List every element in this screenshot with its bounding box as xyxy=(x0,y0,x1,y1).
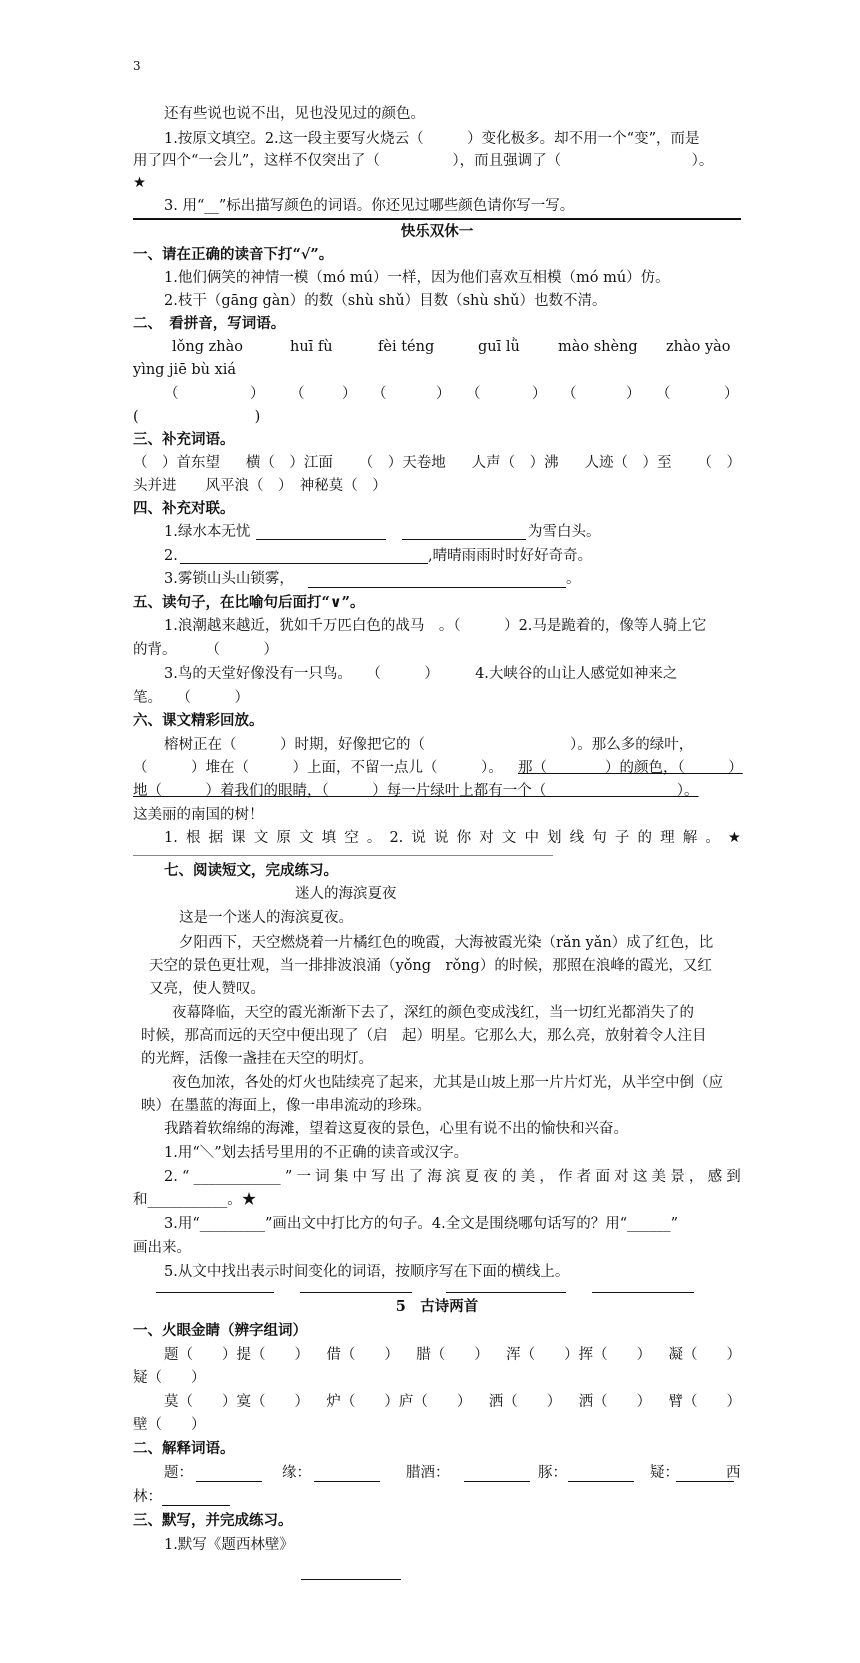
q4-heading: 四、补充对联。 xyxy=(133,500,235,517)
term-label: 豚： xyxy=(538,1465,567,1481)
q6-line-2b: 那（ ）的颜色，（ ） xyxy=(518,760,743,776)
char: 感 xyxy=(707,1169,723,1185)
char: 作 xyxy=(558,1169,573,1185)
char: 子 xyxy=(614,830,630,846)
q4-line-1a: 1.绿水本无忧 xyxy=(164,524,251,540)
passage-p2a: 夕阳西下，天空燃烧着一片橘红色的晚霞，大海被霞光染（rǎn yǎn）成了红色，比 xyxy=(179,935,714,951)
q4-line-3b: 。 xyxy=(566,571,581,587)
char: 夏 xyxy=(464,1169,480,1185)
bracket: ） xyxy=(626,386,641,402)
q5-heading: 五、读句子，在比喻句后面打“∨”。 xyxy=(133,594,365,611)
s2-q1-heading: 一、火眼金睛（辨字组词） xyxy=(133,1322,307,1339)
exercise-1: 1.用“＼”划去括号里用的不正确的读音或汉字。 xyxy=(164,1145,469,1161)
bracket: ） xyxy=(532,386,547,402)
char-pair: 题（ ）提（ ） xyxy=(164,1347,309,1363)
char: 根 xyxy=(185,830,201,846)
char: 课 xyxy=(231,830,246,846)
pinyin-item: mào shèng xyxy=(558,339,638,355)
char: 说 xyxy=(434,830,449,846)
char: 原 xyxy=(276,830,291,846)
blank-line xyxy=(180,563,428,564)
char: 据 xyxy=(208,830,224,846)
s2-q3-heading: 三、默写，并完成练习。 xyxy=(133,1512,293,1529)
char-pair: 腊（ ） xyxy=(416,1347,489,1363)
char: 的 xyxy=(637,830,652,846)
fill-item: 人迹（ ）至 xyxy=(584,455,672,471)
term-label: 题： xyxy=(164,1465,193,1481)
exercise-5: 5.从文中找出表示时间变化的词语，按顺序写在下面的横线上。 xyxy=(164,1264,570,1280)
passage-p3a: 夜幕降临，天空的霞光渐渐下去了，深红的颜色变成浅红，当一切红光都消失了的 xyxy=(172,1005,694,1021)
answer-brackets-row-2: ( ) xyxy=(133,409,261,425)
char: 你 xyxy=(456,830,472,846)
section-divider xyxy=(133,218,741,220)
blank-line xyxy=(402,539,526,540)
q1-line-1: 1.他们俩笑的神情一模（mó mú）一样，因为他们喜欢互相模（mó mú）仿。 xyxy=(164,270,670,286)
char: 2. xyxy=(164,1169,178,1185)
bracket: （ xyxy=(466,386,481,402)
fill-item: （ ） xyxy=(697,455,741,471)
char: “ xyxy=(182,1169,190,1185)
term-label: 疑： xyxy=(650,1465,679,1481)
char: 面 xyxy=(595,1169,610,1185)
blank-line xyxy=(314,1481,380,1482)
passage-p3b: 时候，那高而远的天空中便出现了（启 起）明星。它那么大，那么亮，放射着令人注目 xyxy=(141,1028,707,1044)
char: 空 xyxy=(344,830,359,846)
passage-p5: 我踏着软绵绵的海滩，望着这夏夜的景色，心里有说不出的愉快和兴奋。 xyxy=(164,1121,628,1137)
char: 词 xyxy=(315,1169,330,1185)
pinyin-row-2: yìng jiē bù xiá xyxy=(133,362,237,378)
s2-q1-row-2b: 壁（ ） xyxy=(133,1417,206,1433)
blank-line xyxy=(156,1292,274,1293)
q4-line-2b: ,晴晴雨雨时时好好奇奇。 xyxy=(428,548,593,564)
q6-line-1: 榕树正在（ ）时期，好像把它的（ ）。那么多的绿叶， xyxy=(164,737,694,753)
bracket: （ xyxy=(164,386,179,402)
char: 了 xyxy=(408,1169,424,1185)
char: 。 xyxy=(705,830,720,846)
char: 一 xyxy=(296,1169,311,1185)
exercise-3a: 3.用“_________”画出文中打比方的句子。4.全文是围绕哪句话写的？用“______” xyxy=(164,1216,679,1232)
char: 这 xyxy=(632,1169,648,1185)
passage-p2b: 天空的景色更壮观，当一排排波浪涌（yǒng rǒng）的时候，那照在浪峰的霞光，又红 xyxy=(149,958,712,974)
blank-line xyxy=(196,1481,262,1482)
char: ， xyxy=(688,1169,704,1185)
char: 滨 xyxy=(445,1169,461,1185)
char-pair: 洒（ ） xyxy=(578,1394,652,1410)
q4-line-2a: 2. xyxy=(164,548,178,564)
bracket: （ xyxy=(562,386,577,402)
exercise-3b: 画出来。 xyxy=(133,1240,191,1256)
char: 对 xyxy=(614,1169,629,1185)
blank-line xyxy=(568,1481,634,1482)
char: 到 xyxy=(726,1169,741,1185)
pinyin-item: lǒng zhào xyxy=(172,339,243,355)
pinyin-item: guī lǜ xyxy=(478,339,520,355)
s2-q1-row-1 xyxy=(164,1345,741,1365)
q6-line-4: 这美丽的南国的树！ xyxy=(133,807,264,823)
char: 中 xyxy=(524,830,539,846)
char-pair: 臂（ ） xyxy=(668,1394,741,1410)
char: 文 xyxy=(253,830,269,846)
bracket: ） xyxy=(436,386,451,402)
fill-item: （ ）天卷地 xyxy=(358,455,446,471)
q5-line-1: 1.浪潮越来越近，犹如千万匹白色的战马 。（ ）2.马是跪着的，像等人骑上它 xyxy=(164,618,707,634)
q4-line-3a: 3.雾锁山头山锁雾， xyxy=(164,571,294,587)
blank-line xyxy=(464,1481,530,1482)
char: ” xyxy=(284,1169,293,1185)
exercise-2b: 和___________。★ xyxy=(133,1192,257,1208)
char-pair: 洒（ ） xyxy=(488,1394,562,1410)
blank-line xyxy=(308,587,566,588)
s2-q2-row xyxy=(164,1463,741,1483)
intro-line-4: 3. 用“__”标出描写颜色的词语。你还见过哪些颜色请你写一写。 xyxy=(164,198,575,214)
char: ， xyxy=(539,1169,554,1185)
char: 理 xyxy=(660,830,675,846)
star-icon: ★ xyxy=(727,830,741,846)
char: 填 xyxy=(321,830,337,846)
pinyin-item: fèi téng xyxy=(378,339,435,355)
passage-p4b: 映）在墨蓝的海面上，像一串串流动的珍珠。 xyxy=(141,1098,431,1114)
blank-line xyxy=(256,539,386,540)
char: 1. xyxy=(164,830,178,846)
answer-line xyxy=(133,855,553,856)
s2-q3-line-1: 1.默写《题西林壁》 xyxy=(164,1537,294,1553)
blank-line xyxy=(162,1505,230,1506)
q6-heading: 六、课文精彩回放。 xyxy=(133,712,264,729)
q1-heading: 一、请在正确的读音下打“√”。 xyxy=(133,246,334,263)
term-label: 缘： xyxy=(282,1465,311,1481)
q5-line-3: 3.鸟的天堂好像没有一只鸟。 （ ） 4.大峡谷的山让人感觉如神来之 xyxy=(164,666,678,682)
bracket: （ xyxy=(290,386,305,402)
char: 解 xyxy=(682,830,698,846)
char-pair: 浑（ ）挥（ ） xyxy=(506,1347,652,1363)
bracket: ） xyxy=(250,386,265,402)
pinyin-item: huī fù xyxy=(290,339,333,355)
bracket: ） xyxy=(342,386,357,402)
char: 写 xyxy=(371,1169,386,1185)
char: 说 xyxy=(411,830,426,846)
fill-item: 人声（ ）沸 xyxy=(471,455,559,471)
intro-line-1: 还有些说也说不出，见也没见过的颜色。 xyxy=(164,106,425,122)
char: 句 xyxy=(592,830,607,846)
s2-q2-heading: 二、解释词语。 xyxy=(133,1440,235,1457)
bracket: （ xyxy=(656,386,671,402)
q5-line-2: 的背。 （ ） xyxy=(133,642,278,658)
char: 美 xyxy=(651,1169,666,1185)
char-pair: 莫（ ）寞（ ） xyxy=(164,1394,309,1410)
q6-line-3: 地（ ）着我们的眼睛，（ ）每一片绿叶上都有一个（ ）。 xyxy=(133,783,699,799)
s2-q2-tail: 林： xyxy=(133,1489,162,1505)
char: 出 xyxy=(389,1169,405,1185)
char: 者 xyxy=(576,1169,592,1185)
s2-q1-row-1b: 疑（ ） xyxy=(133,1370,206,1386)
char-pair: 借（ ） xyxy=(326,1347,399,1363)
blank-line: ____________ xyxy=(193,1169,281,1185)
passage-p4a: 夜色加浓，各处的灯火也陆续亮了起来，尤其是山坡上那一片片灯光，从半空中倒（应 xyxy=(172,1075,723,1091)
char: 2. xyxy=(389,830,404,846)
char: 景 xyxy=(670,1169,685,1185)
char: 集 xyxy=(333,1169,349,1185)
char: 的 xyxy=(502,1169,517,1185)
char: 。 xyxy=(366,830,382,846)
q4-line-1b: 为雪白头。 xyxy=(528,524,601,540)
blank-line xyxy=(300,1292,412,1293)
char: 文 xyxy=(299,830,314,846)
q3-line-1 xyxy=(133,453,741,473)
intro-line-3: 用了四个“一会儿”，这样不仅突出了（ ），而且强调了（ ）。 xyxy=(133,153,714,169)
q3-heading: 三、补充词语。 xyxy=(133,431,235,448)
star-icon: ★ xyxy=(133,175,146,191)
s2-q1-row-2 xyxy=(164,1392,741,1412)
intro-line-2: 1.按原文填空。2.这一段主要写火烧云（ ）变化极多。却不用一个“变”，而是 xyxy=(164,131,700,147)
char: 对 xyxy=(479,830,494,846)
char-pair: 凝（ ） xyxy=(668,1347,741,1363)
q2-heading: 二、 看拼音，写词语。 xyxy=(133,315,286,332)
char: 文 xyxy=(501,830,517,846)
pinyin-item: zhào yào xyxy=(666,339,731,355)
char: 美 xyxy=(520,1169,536,1185)
char: 中 xyxy=(352,1169,367,1185)
q7-heading: 七、阅读短文，完成练习。 xyxy=(164,862,338,879)
term-label: 西 xyxy=(726,1465,741,1481)
passage-title: 迷人的海滨夏夜 xyxy=(295,886,397,902)
char: 线 xyxy=(569,830,585,846)
fill-item: 横（ ）江面 xyxy=(245,455,333,471)
blank-line xyxy=(301,1579,401,1580)
exercise-2a xyxy=(164,1167,741,1187)
term-label: 腊酒： xyxy=(406,1465,450,1481)
blank-line xyxy=(446,1292,566,1293)
blank-line xyxy=(592,1292,694,1293)
page-number: 3 xyxy=(133,59,141,73)
section-title: 快乐双休一 xyxy=(400,223,474,240)
char: 海 xyxy=(427,1169,442,1185)
passage-p3c: 的光辉，活像一盏挂在天空的明灯。 xyxy=(141,1051,373,1067)
char: 夜 xyxy=(483,1169,498,1185)
section-title: 5 古诗两首 xyxy=(395,1298,479,1315)
q6-line-2a: （ ）堆在（ ）上面，不留一点儿（ ）。 xyxy=(133,760,503,776)
char: 划 xyxy=(547,830,562,846)
char-pair: 炉（ ）庐（ ） xyxy=(326,1394,472,1410)
q3-line-2: 头并进 风平浪（ ） 神秘莫（ ） xyxy=(133,478,387,494)
bracket: ） xyxy=(724,386,739,402)
passage-p1: 这是一个迷人的海滨夏夜。 xyxy=(179,910,353,926)
q1-line-2: 2.枝干（gāng gàn）的数（shù shǔ）目数（shù shǔ）也数不清。 xyxy=(164,293,607,309)
q5-line-4: 笔。 （ ） xyxy=(133,690,249,706)
q6-line-5 xyxy=(164,828,741,848)
fill-item: （ ）首东望 xyxy=(133,455,220,471)
bracket: （ xyxy=(372,386,387,402)
passage-p2c: 又亮，使人赞叹。 xyxy=(149,981,265,997)
